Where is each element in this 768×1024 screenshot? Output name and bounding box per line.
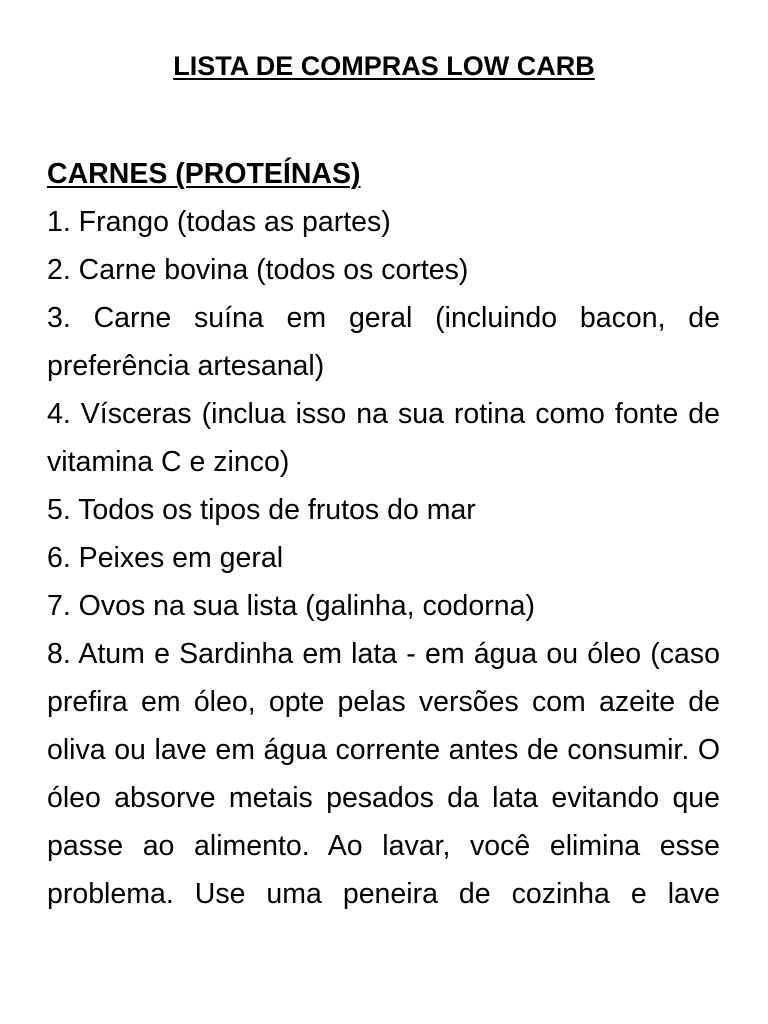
list-item: 4. Vísceras (inclua isso na sua rotina como fonte de vitamina C e zinco) bbox=[47, 398, 720, 478]
list-item: 8. Atum e Sardinha em lata - em água ou óleo (caso prefira em óleo, opte pelas versões com azeite de oliva ou lave em água corrente antes de consumir. O óleo absorve metais pesados da lata evitando que passe ao alimento. Ao lavar, você elimina esse problema. Use uma peneira de cozinha e lave bbox=[47, 638, 720, 910]
list-item: 2. Carne bovina (todos os cortes) bbox=[47, 254, 469, 286]
document-title: LISTA DE COMPRAS LOW CARB bbox=[173, 51, 595, 81]
list-item: 7. Ovos na sua lista (galinha, codorna) bbox=[47, 590, 535, 622]
document-body bbox=[47, 150, 720, 918]
list-item: 1. Frango (todas as partes) bbox=[47, 206, 391, 238]
list-item: 6. Peixes em geral bbox=[47, 542, 284, 574]
list-item: 3. Carne suína em geral (incluindo bacon, de preferência artesanal) bbox=[47, 302, 720, 382]
shopping-list bbox=[47, 198, 720, 918]
section-heading: CARNES (PROTEÍNAS) bbox=[47, 158, 361, 190]
list-item: 5. Todos os tipos de frutos do mar bbox=[47, 494, 476, 526]
